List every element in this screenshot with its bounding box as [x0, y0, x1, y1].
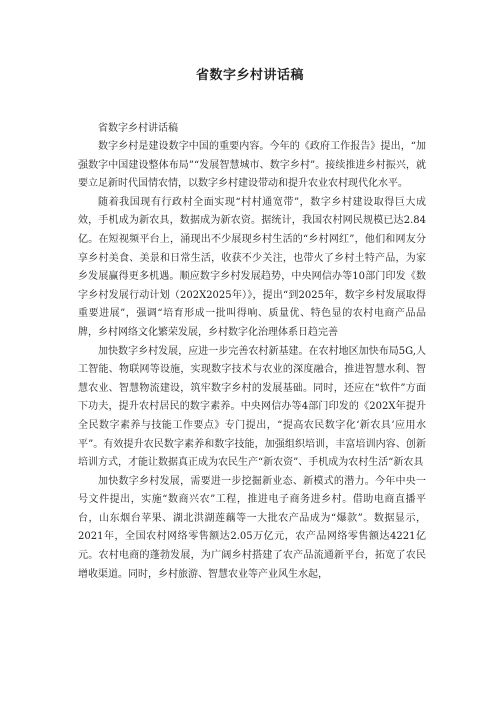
document-subheading: 省数字乡村讲话稿 — [98, 123, 178, 134]
paragraph-1: 数字乡村是建设数字中国的重要内容。今年的《政府工作报告》提出，“加强数字中国建设整体布局”“发展智慧城市、数字乡村”。接续推进乡村振兴，就要立足新时代国情农情，以数字乡村建设带动和提升农业农村现代化水平。 — [78, 141, 426, 190]
paragraph-2: 随着我国现有行政村全面实现“村村通宽带”，数字乡村建设取得巨大成效，手机成为新农具，数据成为新农资。据统计，我国农村网民规模已达2.84亿。在短视频平台上，涌现出不少展现乡村生活的“乡村网红”，他们和网友分享乡村美食、美景和日常生活，收获不少关注，也带火了乡村土特产品，为家乡发展赢得更多机遇。顺应数字乡村发展趋势，中央网信办等10部门印发《数字乡村发展行动计划（202X2025年）》，提出“到2025年，数字乡村发展取得重要进展”，强调“培育形成一批叫得响、质量优、特色显的农村电商产品品牌，乡村网络文化繁荣发展，乡村数字化治理体系日趋完善 — [78, 196, 426, 338]
page-title: 省数字乡村讲话稿 — [195, 68, 304, 83]
paragraph-3: 加快数字乡村发展，应进一步完善农村新基建。在农村地区加快布局5G,人工智能、物联网等设施，实现数字技术与农业的深度融合，推进智慧水利、智慧农业、智慧物流建设，筑牢数字乡村的发展基础。同时，还应在“软件”方面下功夫，提升农村居民的数字素养。中央网信办等4部门印发的《202X年提升全民数字素养与技能工作要点》专门提出，“提高农民数字化‘新农具’应用水平”。有效提升农民数字素养和数字技能，加强组织培训，丰富培训内容、创新培训方式，才能让数据真正成为农民生产“新农资”、手机成为农村生活“新农具 — [78, 345, 426, 469]
document-body — [78, 120, 426, 584]
paragraph-4: 加快数字乡村发展，需要进一步挖掘新业态、新模式的潜力。今年中央一号文件提出，实施“数商兴农”工程，推进电子商务进乡村。借助电商直播平台，山东烟台苹果、湖北洪湖莲藕等一大批农产品成为“爆款”。数据显示，2021年，全国农村网络零售额达2.05万亿元，农产品网络零售额达4221亿元。农村电商的蓬勃发展，为广阔乡村搭建了农产品流通新平台，拓宽了农民增收渠道。同时，乡村旅游、智慧农业等产业风生水起， — [78, 475, 426, 580]
